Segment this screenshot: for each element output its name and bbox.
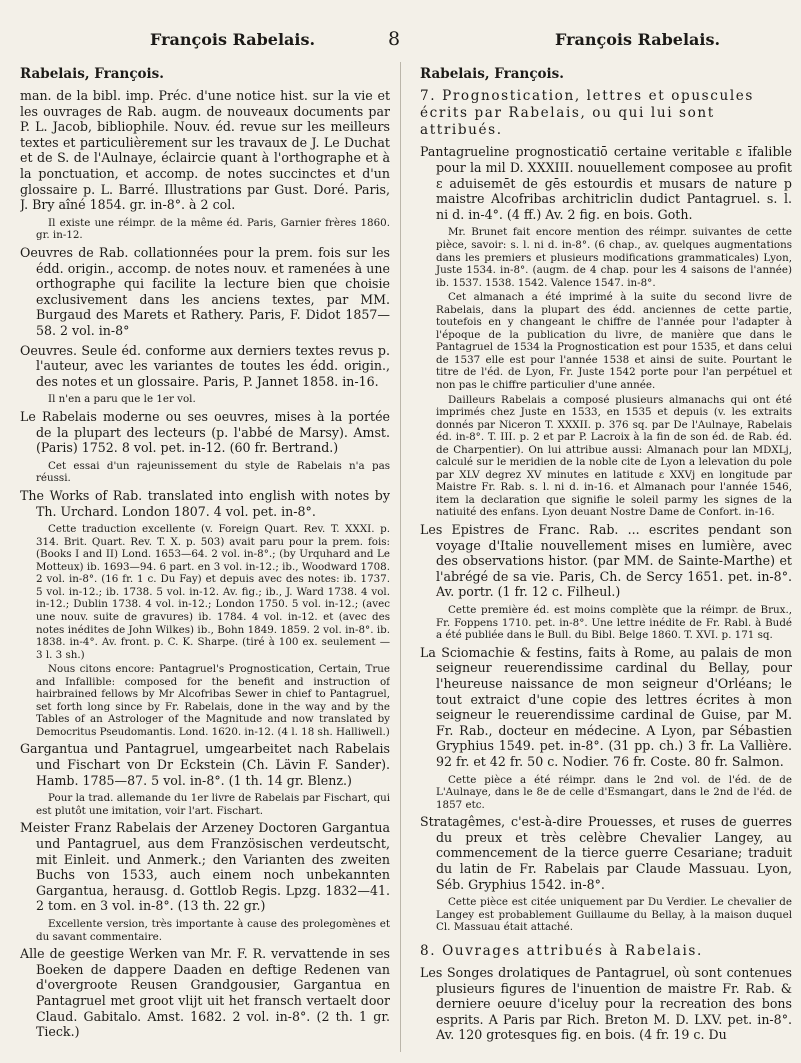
entry-text: Les Songes drolatiques de Pantagruel, où sont contenues plusieurs figures de l'inuention de maistre Fr. Rab. & derniere oeuure d'iceluy pour la recreation des bons esprits. A Paris par Rich. Breton M. D. LXV. pet. in-8°. Av. 120 grotesques fig. en bois. (4 fr. 19 c. Du xyxy=(420,965,792,1043)
note-text: Cette pièce a été réimpr. dans le 2nd vol. de l'éd. de de L'Aulnaye, dans le 8e de celle d'Esmangart, dans le 2nd de l'éd. de 1857 etc. xyxy=(436,773,792,811)
note-text: Cette pièce est citée uniquement par Du Verdier. Le chevalier de Langey est probablement Guillaume du Bellay, à la maison duquel Cl. Massuau était attaché. xyxy=(436,896,792,934)
header-right: François Rabelais. xyxy=(555,30,721,49)
left-column xyxy=(20,66,390,1051)
entry-text: Les Epistres de Franc. Rab. ... escrites pendant son voyage d'Italie nouvellement mises en lumière, avec des observations histor. (par MM. de Sainte-Marthe) et l'abrégé de sa vie. Paris, Ch. de Sercy 1651. pet. in-8°. Av. portr. (1 fr. 12 c. Filheul.) xyxy=(420,522,792,600)
entry-text: Stratagêmes, c'est-à-dire Prouesses, et ruses de guerres du preux et très celèbre Chevalier Langey, au commencement de la tierce guerre Cesariane; traduit du latin de Fr. Rabelais par Claude Massuau. Lyon, Séb. Gryphius 1542. in-8°. xyxy=(420,814,792,892)
entry-text: Gargantua und Pantagruel, umgearbeitet nach Rabelais und Fischart von Dr Eckstein (Ch. Lävin F. Sander). Hamb. 1785—87. 5 vol. in-8°. (1 th. 14 gr. Blenz.) xyxy=(20,741,390,788)
note-text: Cette traduction excellente (v. Foreign Quart. Rev. T. XXXI. p. 314. Brit. Quart. Rev. T. X. p. 503) avait paru pour la prem. fois: (Books I and II) Lond. 1653—64. 2 vol. in-8°.; (by Urquhard and Le Motteux) ib. 1693—94. 6 part. en 3 vol. in-12.; ib., Woodward 1708. 2 vol. in-8°. (16 fr. 1 c. Du Fay) et depuis avec des notes: ib. 1737. 5 vol. in-12.; ib. 1738. 5 vol. in-12. Av. fig.; ib., J. Ward 1738. 4 vol. in-12.; Dublin 1738. 4 vol. in-12.; London 1750. 5 vol. in-12.; (avec une nouv. suite de gravures) ib. 1784. 4 vol. in-12. et (avec des notes inédites de John Wilkes) ib., Bohn 1849. 1859. 2 vol. in-8°. ib. 1838. in-4°. Av. front. p. C. K. Sharpe. (tiré à 100 ex. seulement — 3 l. 3 sh.) Nous citons encore: Pantagruel's Prognostication, Certain, True and Infallible: composed for the benefit and instruction of hairbrained fellows by Mr Alcofribas Sewer in chief to Pantagruel, set forth long since by Fr. Rabelais, done in the way and by the Tables of an Astrologer of the Magnitude and now translated by Democritus Pseudomantis. Lond. 1620. in-12. (4 l. 18 sh. Halliwell.) xyxy=(36,523,390,738)
entry-text: La Sciomachie & festins, faits à Rome, au palais de mon seigneur reuerendissime cardinal du Bellay, pour l'heureuse naissance de mon seigneur d'Orléans; le tout extraict d'une copie des lettres écrites à mon seigneur le reuerendissime cardinal de Guise, par M. Fr. Rab., docteur en médecine. A Lyon, par Sébastien Gryphius 1549. pet. in-8°. (31 pp. ch.) 3 fr. La Vallière. 92 fr. et 42 fr. 50 c. Nodier. 76 fr. Coste. 80 fr. Salmon. xyxy=(420,644,792,769)
entry-text: Oeuvres. Seule éd. conforme aux derniers textes revus p. l'auteur, avec les variantes de toutes les édd. origin., des notes et un glossaire. Paris, P. Jannet 1858. in-16. xyxy=(20,342,390,389)
note-text: Il existe une réimpr. de la même éd. Paris, Garnier frères 1860. gr. in-12. xyxy=(36,216,390,242)
entry-text: Pantagrueline prognosticatiō certaine veritable ɛ īfalible pour la mil D. XXXIII. nouuellement composee au profit ɛ aduisemēt de gēs estourdis et musars de nature p maistre Alcofribas architriclin dudict Pantagruel. s. l. ni d. in-4°. (4 ff.) Av. 2 fig. en bois. Goth. xyxy=(420,144,792,222)
right-column xyxy=(420,66,792,1051)
entry-text: Alle de geestige Werken van Mr. F. R. vervattende in ses Boeken de dappere Daaden en deftige Redenen van d'overgroote Reusen Grandgousier, Gargantua en Pantagruel met groot vlijt uit het fransch vertaelt door Claud. Gabitalo. Amst. 1682. 2 vol. in-8°. (2 th. 1 gr. Tieck.) xyxy=(20,946,390,1040)
running-header xyxy=(0,30,801,52)
section-heading: 7. Prognostication, lettres et opuscules écrits par Rabelais, ou qui lui sont attribués. xyxy=(420,88,754,139)
page-number: 8 xyxy=(388,28,401,50)
left-heading: Rabelais, François. xyxy=(20,66,164,82)
right-heading: Rabelais, François. xyxy=(420,66,564,82)
note-text: Excellente version, très importante à cause des prolegomènes et du savant commentaire. xyxy=(36,918,390,943)
note-text: Cet essai d'un rajeunissement du style de Rabelais n'a pas réussi. xyxy=(36,459,390,485)
column-divider xyxy=(400,62,401,1052)
note-text: Mr. Brunet fait encore mention des réimpr. suivantes de cette pièce, savoir: s. l. ni d. in-8°. (6 chap., av. quelques augmentations dans les premiers et plusieurs modifications grammaticales) Lyon, Juste 1534. in-8°. (augm. de 4 chap. pour les 4 saisons de l'année) ib. 1537. 1538. 1542. Valence 1547. in-8°. Cet almanach a été imprimé à la suite du second livre de Rabelais, dans la plupart des édd. anciennes de cette partie, toutefois en y changeant le chiffre de l'année pour l'adapter à l'époque de la publication du livre, de manière que dans le Pantagruel de 1534 la Prognostication est pour 1535, et dans celui de 1537 elle est pour l'année 1538 et ainsi de suite. Pourtant le titre de l'éd. de Lyon, Fr. Juste 1542 porte pour l'an perpétuel et non pas le chiffre particulier d'une année. Dailleurs Rabelais a composé plusieurs almanachs qui ont été imprimés chez Juste en 1533, en 1535 et depuis (v. les extraits donnés par Niceron T. XXXII. p. 376 sq. par De l'Aulnaye, Rabelais éd. in-8°. T. III. p. 2 et par P. Lacroix à la fin de son éd. de Rab. éd. de Charpentier). On lui attribue aussi: Almanach pour lan MDXLj, calculé sur le meridien de la noble cite de Lyon a lelevation du pole par XLV degrez XV minutes en latitude ɛ XXVj en longitude par Maistre Fr. Rab. s. l. ni d. in-16. et Almanach pour l'année 1546, item la declaration que signifie le soleil parmy les signes de la natiuité des enfans. Lyon deuant Nostre Dame de Confort. in-16. xyxy=(436,226,792,519)
entry-text: Le Rabelais moderne ou ses oeuvres, mises à la portée de la plupart des lecteurs (p. l'abbé de Marsy). Amst. (Paris) 1752. 8 vol. pet. in-12. (60 fr. Bertrand.) xyxy=(20,409,390,456)
header-left: François Rabelais. xyxy=(150,30,316,49)
note-text: Cette première éd. est moins complète que la réimpr. de Brux., Fr. Foppens 1710. pet. in-8°. Une lettre inédite de Fr. Rabl. à Budé a été publiée dans le Bull. du Bibl. Belge 1860. T. XVI. p. 171 sq. xyxy=(436,604,792,642)
entry-text: Meister Franz Rabelais der Arzeney Doctoren Gargantua und Pantagruel, aus dem Französischen verdeutscht, mit Einleit. und Anmerk.; den Varianten des zweiten Buchs von 1533, auch einem noch unbekannten Gargantua, herausg. d. Gottlob Regis. Lpzg. 1832—41. 2 tom. en 3 vol. in-8°. (13 th. 22 gr.) xyxy=(20,820,390,914)
entry-text: man. de la bibl. imp. Préc. d'une notice hist. sur la vie et les ouvrages de Rab. augm. de nouveaux documents par P. L. Jacob, bibliophile. Nouv. éd. revue sur les meilleurs textes et particulièrement sur les travaux de J. Le Duchat et de S. de l'Aulnaye, éclaircie quant à l'orthographe et à la ponctuation, et accomp. de notes succinctes et d'un glossaire p. L. Barré. Illustrations par Gust. Doré. Paris, J. Bry aîné 1854. gr. in-8°. à 2 col. xyxy=(20,88,390,213)
entry-text: Oeuvres de Rab. collationnées pour la prem. fois sur les édd. origin., accomp. de notes nouv. et ramenées à une orthographe qui facilite la lecture bien que choisie exclusivement dans les anciens textes, par MM. Burgaud des Marets et Rathery. Paris, F. Didot 1857—58. 2 vol. in-8° xyxy=(20,244,390,339)
note-text: Pour la trad. allemande du 1er livre de Rabelais par Fischart, qui est plutôt une imitation, voir l'art. Fischart. xyxy=(36,792,390,817)
note-text: Il n'en a paru que le 1er vol. xyxy=(48,393,196,406)
section-heading: 8. Ouvrages attribués à Rabelais. xyxy=(420,942,703,959)
entry-text: The Works of Rab. translated into english with notes by Th. Urchard. London 1807. 4 vol. pet. in-8°. xyxy=(20,487,390,519)
